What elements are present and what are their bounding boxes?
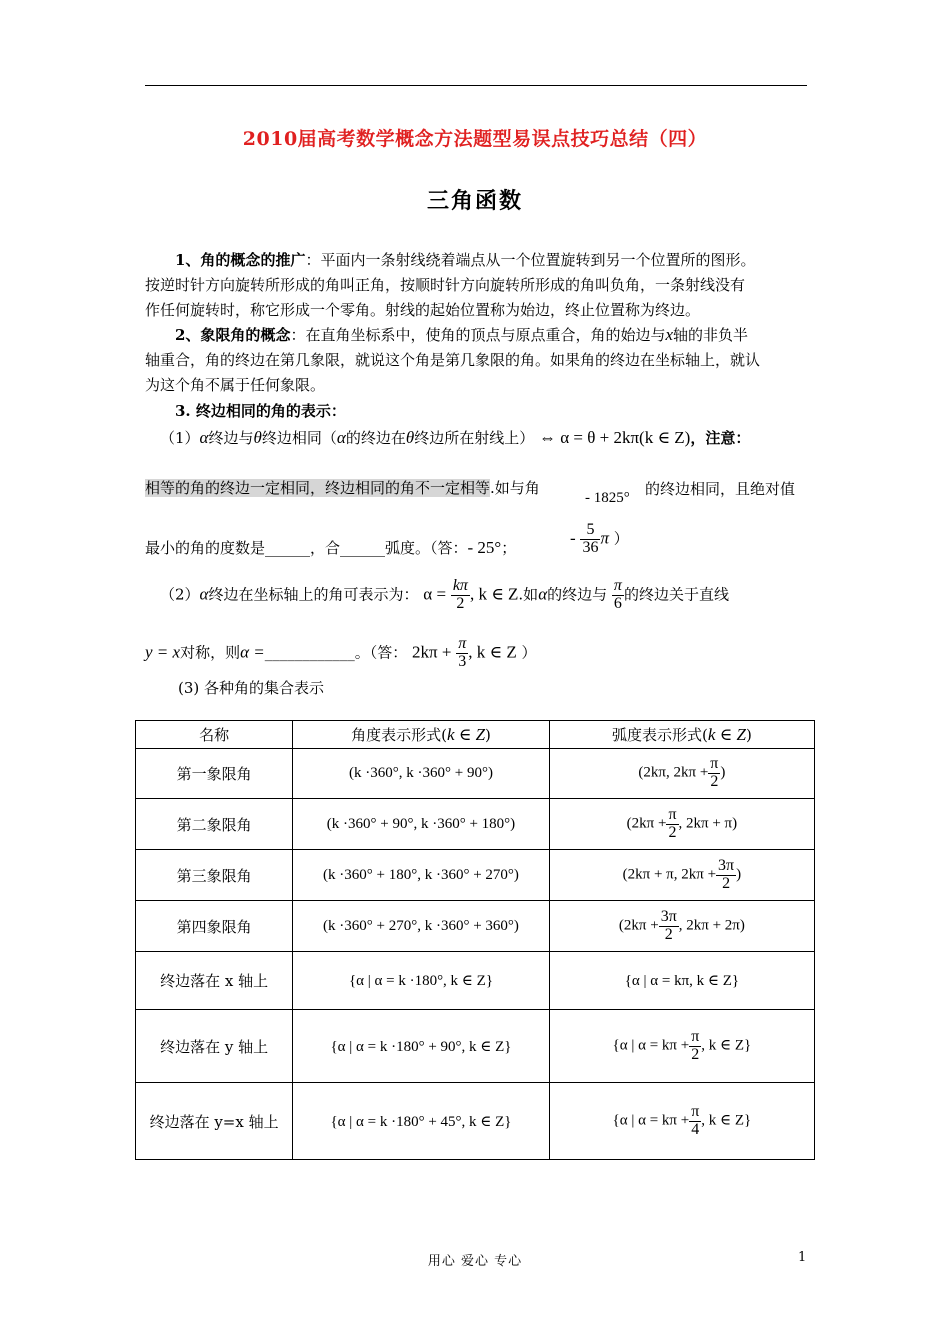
para2-line1: 2、象限角的概念：在直角坐标系中，使角的顶点与原点重合，角的始边与x轴的非负半: [175, 325, 749, 344]
row-degree: (k ·360°, k ·360° + 90°): [293, 749, 550, 799]
section-title: 三角函数: [426, 188, 523, 214]
row-degree: (k ·360° + 270°, k ·360° + 360°): [293, 901, 550, 952]
answer-degrees: - 25°: [467, 538, 502, 557]
table-row: [136, 1010, 815, 1083]
row-radian: (2kπ, 2kπ + $\frac{\pi}{2}$ ): [549, 749, 814, 799]
table-row: [136, 850, 815, 901]
answer-radians: - $\frac{5}{36}$ π ）: [570, 521, 629, 556]
row-radian: (2kπ + π, 2kπ + $\frac{3\pi}{2}$ ): [549, 850, 814, 901]
para4-line1: （2）α终边在坐标轴上的角可表示为： α = $\frac{k\pi}{2}$ , k ∈ Z.如α的终边与 $\frac{\pi}{6}$ 的终边关于直线: [160, 577, 729, 612]
row-degree: (k ·360° + 180°, k ·360° + 270°): [293, 850, 550, 901]
table-row: [136, 799, 815, 850]
row-radian: (2kπ + $\frac{3\pi}{2}$ , 2kπ + 2π): [549, 901, 814, 952]
table-row: [136, 952, 815, 1010]
header-name: 名称: [136, 721, 293, 749]
k-pi-over-2-fraction: $\frac{k\pi}{2}$: [452, 577, 468, 612]
table-row: [136, 1083, 815, 1160]
row-degree: {α | α = k ·180° + 90°, k ∈ Z}: [293, 1010, 550, 1083]
answer-blank: ____________: [264, 643, 355, 662]
row-name: 第四象限角: [136, 901, 293, 952]
footer-motto: 用心 爱心 专心: [427, 1254, 523, 1269]
pi-over-3-fraction: $\frac{\pi}{3}$: [458, 635, 467, 670]
header-rule: [145, 85, 807, 86]
example-angle: - 1825°: [585, 490, 630, 506]
row-name: 第二象限角: [136, 799, 293, 850]
header-radian: 弧度表示形式(k ∈ Z): [549, 721, 814, 749]
para1-line1: 1、角的概念的推广：平面内一条射线绕着端点从一个位置旋转到另一个位置所的图形。: [175, 251, 756, 269]
para2-line2: 轴重合，角的终边在第几象限，就说这个角是第几象限的角。如果角的终边在坐标轴上，就认: [145, 351, 761, 369]
row-radian: {α | α = kπ + $\frac{\pi}{4}$ , k ∈ Z}: [549, 1083, 814, 1160]
para3-item1: （1）α终边与θ终边相同（α的终边在θ终边所在射线上） ⇔ α = θ + 2kπ(k ∈ Z)，注意：: [160, 428, 751, 447]
para5-heading: (3) 各种角的集合表示: [178, 679, 325, 697]
table-row: [136, 901, 815, 952]
para4-line2: y = x对称，则α =____________。（答： 2kπ + $\frac{\pi}{3}$ , k ∈ Z ）: [145, 635, 537, 670]
row-name: 第一象限角: [136, 749, 293, 799]
row-name: 终边落在 y 轴上: [136, 1010, 293, 1083]
para1-line2: 按逆时针方向旋转所形成的角叫正角，按顺时针方向旋转所形成的角叫负角，一条射线没有: [145, 276, 746, 294]
row-radian: (2kπ + $\frac{\pi}{2}$ , 2kπ + π): [549, 799, 814, 850]
table-row: [136, 749, 815, 799]
row-degree: (k ·360° + 90°, k ·360° + 180°): [293, 799, 550, 850]
para1-line3: 作任何旋转时，称它形成一个零角。射线的起始位置称为始边，终止位置称为终边。: [145, 301, 701, 319]
para3-example-line1-end: 的终边相同，且绝对值: [645, 480, 796, 498]
document-title: 2010届高考数学概念方法题型易误点技巧总结（四）: [242, 128, 708, 150]
para2-heading: 2、象限角的概念: [175, 326, 291, 344]
para3-example-line1: 相等的角的终边一定相同，终边相同的角不一定相等.如与角: [145, 479, 540, 497]
row-radian: {α | α = kπ, k ∈ Z}: [549, 952, 814, 1010]
answer-fraction: $\frac{5}{36}$: [582, 521, 599, 556]
row-name: 第三象限角: [136, 850, 293, 901]
row-degree: {α | α = k ·180° + 45°, k ∈ Z}: [293, 1083, 550, 1160]
row-degree: {α | α = k ·180°, k ∈ Z}: [293, 952, 550, 1010]
pi-over-6-fraction: $\frac{\pi}{6}$: [613, 577, 622, 612]
para2-line3: 为这个角不属于任何象限。: [145, 376, 326, 394]
row-radian: {α | α = kπ + $\frac{\pi}{2}$ , k ∈ Z}: [549, 1010, 814, 1083]
equivalence-formula: ⇔ α = θ + 2kπ(k ∈ Z): [538, 428, 691, 447]
header-degree: 角度表示形式(k ∈ Z): [293, 721, 550, 749]
highlighted-note: 相等的角的终边一定相同，终边相同的角不一定相等: [145, 479, 491, 497]
page-number: 1: [798, 1250, 807, 1265]
row-name: 终边落在 y=x 轴上: [136, 1083, 293, 1160]
para3-heading: 3. 终边相同的角的表示：: [175, 402, 346, 420]
para1-heading: 1、角的概念的推广: [175, 251, 306, 269]
angle-set-table: [135, 720, 815, 1160]
table-header-row: [136, 721, 815, 749]
para3-example-line2: 最小的角的度数是______，合______弧度。（答：- 25°；: [145, 538, 517, 557]
row-name: 终边落在 x 轴上: [136, 952, 293, 1010]
